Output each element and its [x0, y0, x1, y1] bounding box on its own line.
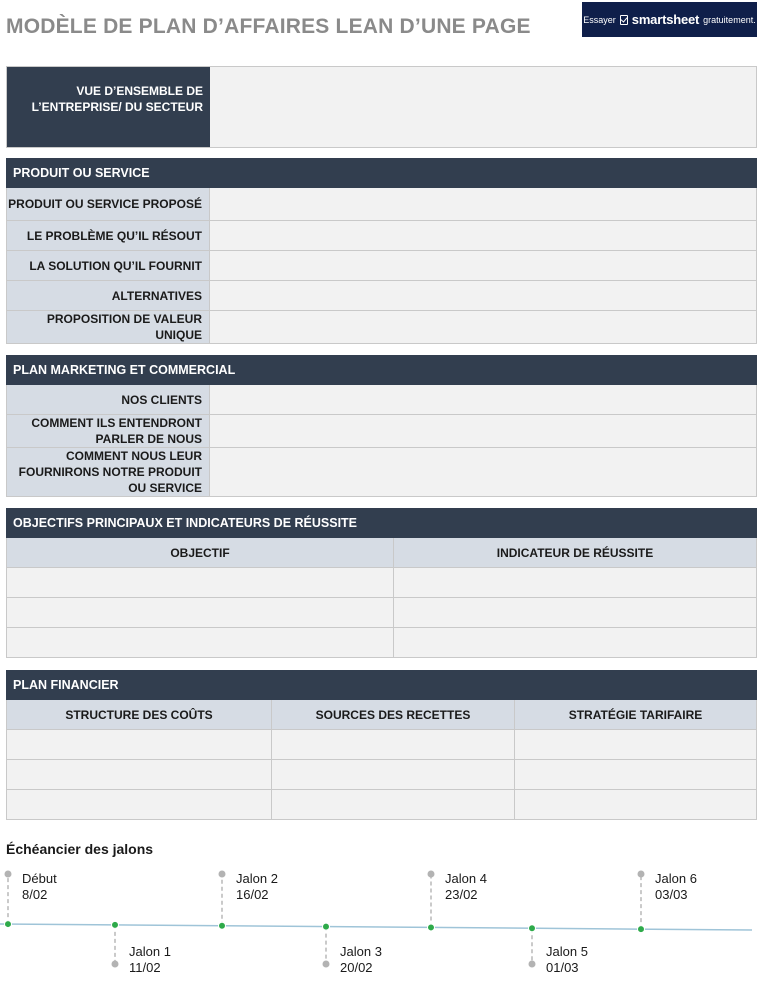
- financial-header: PLAN FINANCIER: [6, 670, 757, 700]
- milestone-label: [236, 871, 278, 903]
- marketing-row-label: NOS CLIENTS: [7, 385, 210, 414]
- table-cell[interactable]: [7, 790, 272, 819]
- milestone-label: [129, 944, 171, 976]
- product-row: [6, 311, 757, 344]
- financial-column-headers: [6, 700, 757, 730]
- milestone-name: Jalon 2: [236, 871, 278, 886]
- table-cell[interactable]: [515, 760, 756, 789]
- table-row: [6, 790, 757, 820]
- milestone-marker: [529, 925, 536, 932]
- product-row-input[interactable]: [210, 251, 756, 280]
- product-row-input[interactable]: [210, 311, 756, 343]
- product-row: [6, 251, 757, 281]
- milestone-marker: [428, 924, 435, 931]
- milestone-marker: [5, 921, 12, 928]
- column-header: STRUCTURE DES COÛTS: [7, 700, 272, 729]
- milestone-end-dot: [323, 961, 330, 968]
- objectives-header: OBJECTIFS PRINCIPAUX ET INDICATEURS DE RÉUSSITE: [6, 508, 757, 538]
- milestone-name: Jalon 3: [340, 944, 382, 959]
- promo-brand: smartsheet: [631, 12, 700, 27]
- marketing-row-input[interactable]: [210, 385, 756, 414]
- objectives-section: [6, 508, 757, 658]
- page-title: MODÈLE DE PLAN D’AFFAIRES LEAN D’UNE PAGE: [6, 15, 531, 38]
- milestone-name: Jalon 1: [129, 944, 171, 959]
- milestone-name: Jalon 5: [546, 944, 588, 959]
- product-header: PRODUIT OU SERVICE: [6, 158, 757, 188]
- column-header: OBJECTIF: [7, 538, 394, 567]
- milestone-timeline: [0, 860, 760, 977]
- product-row-input[interactable]: [210, 188, 756, 220]
- table-cell[interactable]: [394, 568, 756, 597]
- smartsheet-promo-button[interactable]: [582, 2, 757, 37]
- milestone-end-dot: [638, 871, 645, 878]
- milestone-label: [655, 871, 697, 903]
- column-header: SOURCES DES RECETTES: [272, 700, 515, 729]
- milestone-name: Début: [22, 871, 57, 886]
- table-cell[interactable]: [515, 790, 756, 819]
- marketing-section: [6, 355, 757, 497]
- milestone-date: 20/02: [340, 960, 373, 975]
- table-cell[interactable]: [515, 730, 756, 759]
- table-cell[interactable]: [7, 628, 394, 657]
- overview-label: VUE D’ENSEMBLE DE L’ENTREPRISE/ DU SECTEUR: [7, 67, 210, 147]
- table-row: [6, 730, 757, 760]
- marketing-row-label: COMMENT NOUS LEUR FOURNIRONS NOTRE PRODUIT OU SERVICE: [7, 448, 210, 496]
- milestone-end-dot: [428, 871, 435, 878]
- marketing-row: [6, 415, 757, 448]
- timeline-title: Échéancier des jalons: [6, 841, 154, 857]
- product-section: [6, 158, 757, 344]
- marketing-row: [6, 385, 757, 415]
- milestone-end-dot: [529, 961, 536, 968]
- table-cell[interactable]: [7, 730, 272, 759]
- marketing-row-input[interactable]: [210, 448, 756, 496]
- product-row: [6, 221, 757, 251]
- milestone-name: Jalon 6: [655, 871, 697, 886]
- product-row-label: PRODUIT OU SERVICE PROPOSÉ: [7, 188, 210, 220]
- milestone-marker: [112, 921, 119, 928]
- marketing-row-input[interactable]: [210, 415, 756, 447]
- column-header: INDICATEUR DE RÉUSSITE: [394, 538, 756, 567]
- objectives-column-headers: [6, 538, 757, 568]
- milestone-marker: [219, 922, 226, 929]
- table-cell[interactable]: [7, 568, 394, 597]
- table-row: [6, 628, 757, 658]
- milestone-date: 03/03: [655, 887, 688, 902]
- financial-section: [6, 670, 757, 820]
- table-cell[interactable]: [394, 598, 756, 627]
- marketing-header: PLAN MARKETING ET COMMERCIAL: [6, 355, 757, 385]
- marketing-row: [6, 448, 757, 497]
- milestone-date: 8/02: [22, 887, 48, 902]
- milestone-label: [340, 944, 382, 976]
- table-row: [6, 598, 757, 628]
- table-cell[interactable]: [272, 760, 515, 789]
- table-row: [6, 760, 757, 790]
- milestone-label: [22, 871, 57, 903]
- overview-section: [6, 66, 757, 148]
- table-cell[interactable]: [7, 598, 394, 627]
- milestone-label: [445, 871, 487, 903]
- marketing-row-label: COMMENT ILS ENTENDRONT PARLER DE NOUS: [7, 415, 210, 447]
- milestone-marker: [638, 926, 645, 933]
- milestone-date: 01/03: [546, 960, 579, 975]
- milestone-label: [546, 944, 588, 976]
- promo-prefix: Essayer: [583, 14, 616, 25]
- table-cell[interactable]: [272, 790, 515, 819]
- table-cell[interactable]: [7, 760, 272, 789]
- milestone-marker: [323, 923, 330, 930]
- overview-input[interactable]: [210, 67, 756, 147]
- milestone-date: 11/02: [129, 960, 161, 975]
- milestone-end-dot: [112, 961, 119, 968]
- product-row-label: LA SOLUTION QU’IL FOURNIT: [7, 251, 210, 280]
- product-row: [6, 281, 757, 311]
- smartsheet-check-icon: [620, 15, 628, 25]
- product-row-label: ALTERNATIVES: [7, 281, 210, 310]
- milestone-date: 16/02: [236, 887, 269, 902]
- milestone-end-dot: [5, 871, 12, 878]
- column-header: STRATÉGIE TARIFAIRE: [515, 700, 756, 729]
- product-row-input[interactable]: [210, 281, 756, 310]
- milestone-name: Jalon 4: [445, 871, 487, 886]
- table-cell[interactable]: [272, 730, 515, 759]
- promo-suffix: gratuitement.: [703, 14, 756, 25]
- product-row-input[interactable]: [210, 221, 756, 250]
- product-row: [6, 188, 757, 221]
- table-cell[interactable]: [394, 628, 756, 657]
- product-row-label: PROPOSITION DE VALEUR UNIQUE: [7, 311, 210, 343]
- table-row: [6, 568, 757, 598]
- milestone-date: 23/02: [445, 887, 478, 902]
- product-row-label: LE PROBLÈME QU’IL RÉSOUT: [7, 221, 210, 250]
- milestone-end-dot: [219, 871, 226, 878]
